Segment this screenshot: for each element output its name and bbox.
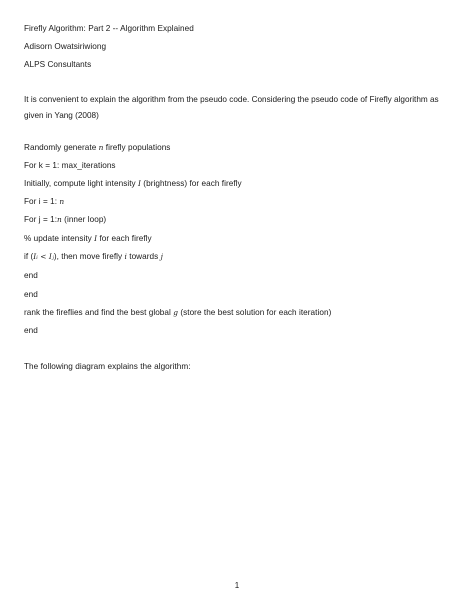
math-symbol: n: [57, 215, 62, 224]
pseudocode-text: Randomly generate: [24, 143, 99, 152]
document-title: Firefly Algorithm: Part 2 -- Algorithm Explained: [24, 24, 194, 33]
pseudocode-text: ), then move firefly: [53, 252, 125, 261]
math-symbol: I: [94, 234, 98, 243]
pseudocode-line-8: end: [24, 271, 38, 280]
organization-name: ALPS Consultants: [24, 60, 92, 69]
math-symbol: i: [124, 252, 127, 261]
pseudocode-line-11: end: [24, 326, 38, 335]
pseudocode-text: (inner loop): [61, 215, 107, 224]
math-symbol: n: [98, 143, 104, 152]
math-symbol: I: [138, 179, 141, 188]
math-symbol: j: [160, 252, 163, 261]
pseudocode-line-5: [24, 215, 106, 225]
pseudocode-line-6: [24, 234, 152, 244]
pseudocode-line-2: For k = 1: max_iterations: [24, 161, 116, 170]
math-symbol: n: [59, 197, 65, 206]
pseudocode-line-4: [24, 197, 64, 207]
pseudocode-text: rank the fireflies and find the best global: [24, 308, 174, 317]
pseudocode-text: (brightness) for each firefly: [140, 179, 242, 188]
page-number: 1: [234, 581, 240, 590]
pseudocode-text: towards: [126, 252, 161, 261]
author-name: Adisorn Owatsiriwiong: [24, 42, 107, 51]
math-symbol: Iᵢ < Iⱼ: [33, 252, 54, 261]
pseudocode-line-1: [24, 143, 170, 153]
pseudocode-line-10: [24, 308, 331, 318]
math-symbol: g: [173, 308, 178, 317]
pseudocode-line-3: [24, 179, 242, 189]
pseudocode-text: for each firefly: [97, 234, 152, 243]
pseudocode-text: % update intensity: [24, 234, 95, 243]
pseudocode-text: firefly populations: [103, 143, 171, 152]
pseudocode-text: if (: [24, 252, 34, 261]
pseudocode-text: For j = 1:: [24, 215, 58, 224]
pseudocode-text: (store the best solution for each iteration): [178, 308, 332, 317]
diagram-caption: The following diagram explains the algorithm:: [24, 362, 191, 371]
pseudocode-line-9: end: [24, 290, 38, 299]
pseudocode-line-7: [24, 252, 163, 262]
pseudocode-text: For i = 1:: [24, 197, 60, 206]
intro-paragraph: It is convenient to explain the algorithm from the pseudo code. Considering the pseudo code of Firefly algorithm as given in Yang (2008): [24, 95, 439, 120]
pseudocode-text: Initially, compute light intensity: [24, 179, 138, 188]
